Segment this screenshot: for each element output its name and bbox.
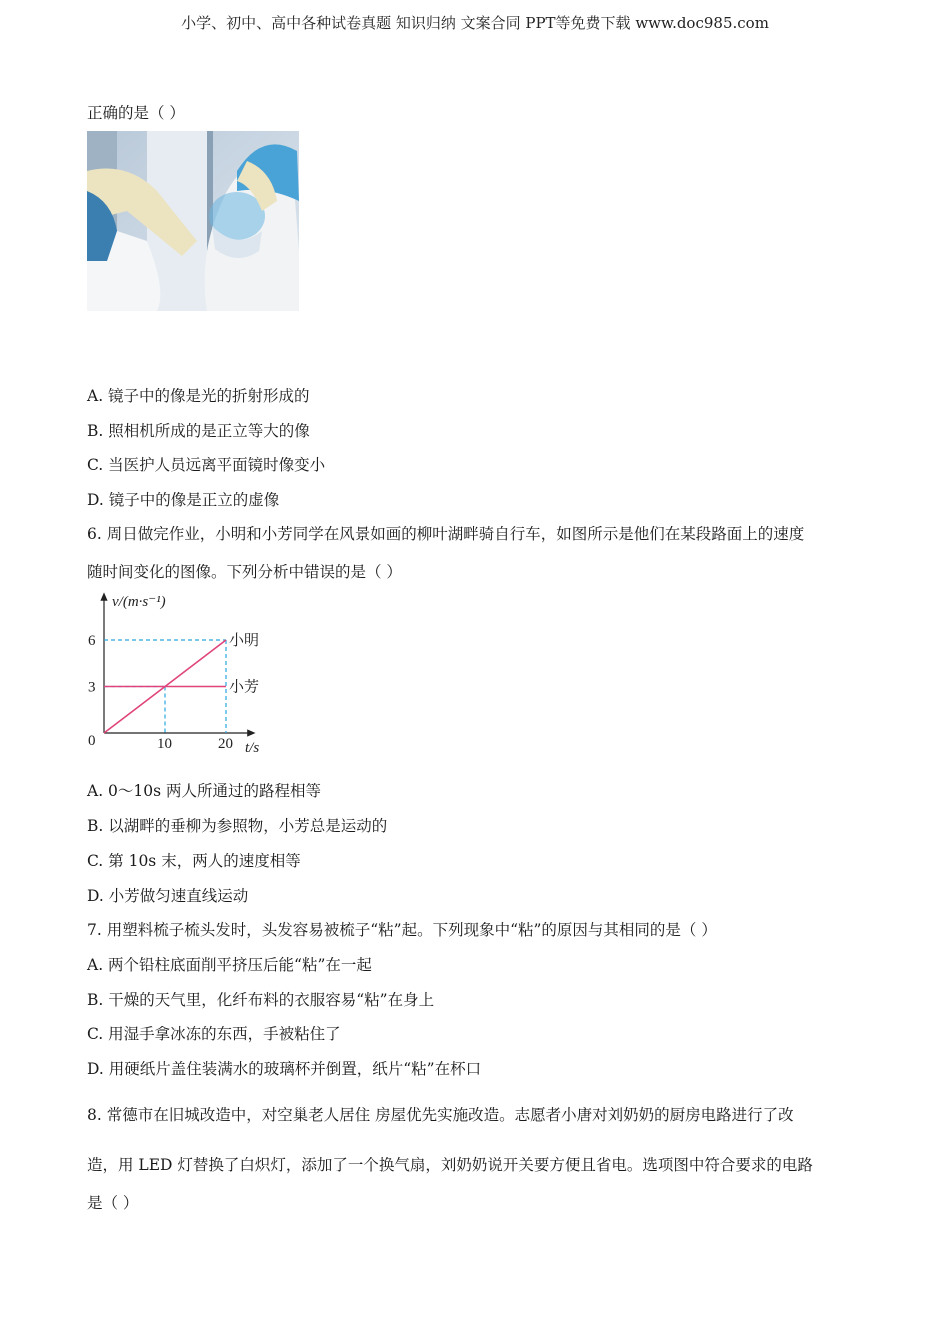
q5-stem-tail: 正确的是（ ） xyxy=(87,104,185,122)
y-tick-label-0: 3 xyxy=(88,679,96,696)
x-axis-label: t/s xyxy=(245,740,260,756)
q6-option-c: C. 第 10s 末，两人的速度相等 xyxy=(87,852,301,870)
x-tick-label-1: 10 xyxy=(157,736,172,752)
q6-stem-line2: 随时间变化的图像。下列分析中错误的是（ ） xyxy=(87,563,402,581)
series-label-0: 小明 xyxy=(229,633,260,649)
q5-option-b: B. 照相机所成的是正立等大的像 xyxy=(87,422,310,440)
q7-option-a: A. 两个铅柱底面削平挤压后能“粘”在一起 xyxy=(87,956,372,974)
q7-option-d: D. 用硬纸片盖住装满水的玻璃杯并倒置，纸片“粘”在杯口 xyxy=(87,1060,482,1078)
q5-option-a: A. 镜子中的像是光的折射形成的 xyxy=(87,387,310,405)
medical-staff-photo xyxy=(87,131,299,311)
q7-option-b: B. 干燥的天气里，化纤布料的衣服容易“粘”在身上 xyxy=(87,991,435,1009)
q7-stem: 7. 用塑料梳子梳头发时，头发容易被梳子“粘”起。下列现象中“粘”的原因与其相同的是（ ） xyxy=(87,921,717,939)
photo-illustration xyxy=(87,131,299,311)
x-tick-label-2: 20 xyxy=(218,736,233,752)
x-tick-label-0: 0 xyxy=(88,733,96,749)
q8-stem-line2: 造，用 LED 灯替换了白炽灯，添加了一个换气扇，刘奶奶说开关要方便且省电。选项图中符合要求的电路 xyxy=(87,1156,813,1174)
page-header: 小学、初中、高中各种试卷真题 知识归纳 文案合同 PPT等免费下载 www.doc985.com xyxy=(181,14,769,32)
q6-option-d: D. 小芳做匀速直线运动 xyxy=(87,887,249,905)
y-axis-label: v/(m·s⁻¹) xyxy=(112,594,166,610)
series-label-1: 小芳 xyxy=(229,679,260,696)
q5-option-c: C. 当医护人员远离平面镜时像变小 xyxy=(87,456,326,474)
q6-option-a: A. 0～10s 两人所通过的路程相等 xyxy=(87,782,322,800)
q7-option-c: C. 用湿手拿冰冻的东西，手被粘住了 xyxy=(87,1025,341,1043)
q6-stem-line1: 6. 周日做完作业，小明和小芳同学在风景如画的柳叶湖畔骑自行车，如图所示是他们在某段路面上的速度 xyxy=(87,525,805,543)
velocity-time-svg xyxy=(84,588,284,758)
q6-option-b: B. 以湖畔的垂柳为参照物，小芳总是运动的 xyxy=(87,817,388,835)
q5-option-d: D. 镜子中的像是正立的虚像 xyxy=(87,491,280,509)
y-tick-label-1: 6 xyxy=(88,633,96,649)
q8-stem-line3: 是（ ） xyxy=(87,1194,139,1212)
q8-stem-line1: 8. 常德市在旧城改造中，对空巢老人居住 房屋优先实施改造。志愿者小唐对刘奶奶的厨房电路进行了改 xyxy=(87,1106,794,1124)
velocity-time-chart xyxy=(84,588,284,762)
